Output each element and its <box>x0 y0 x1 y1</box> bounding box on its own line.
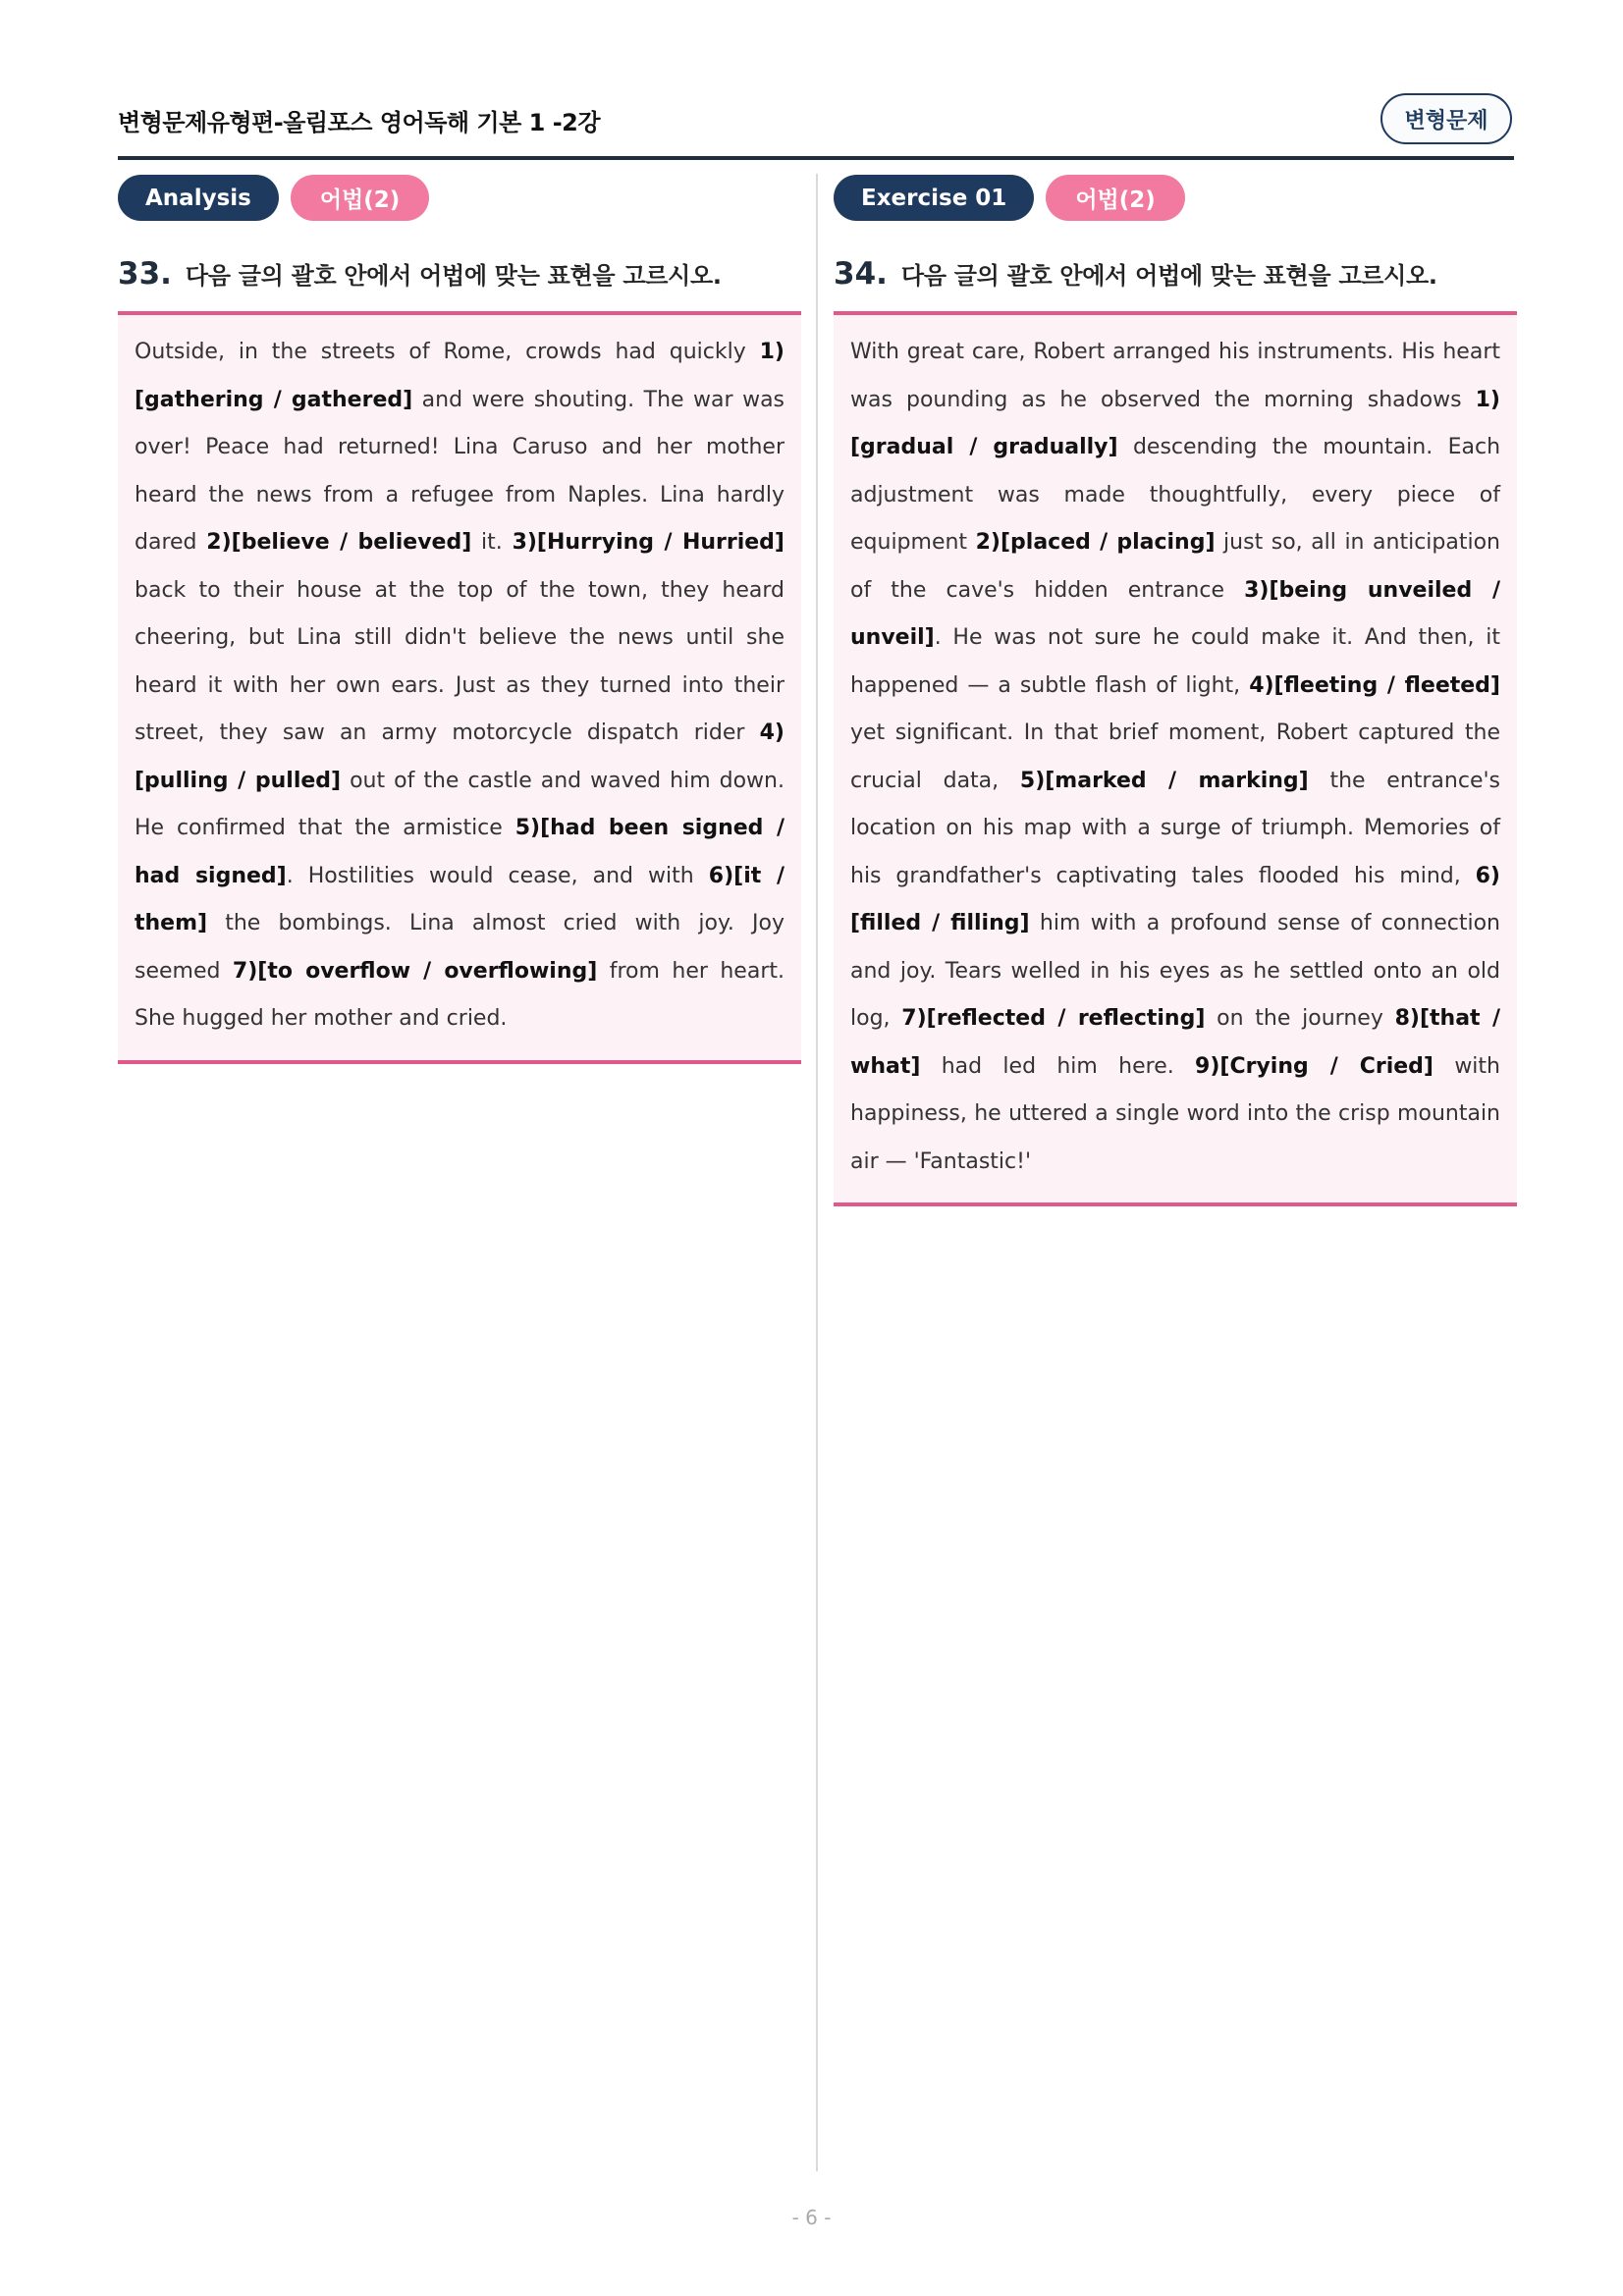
passage-segment: the entrance's location on his map with a surge of triumph. Memories of his grandfather's captivating tales flooded his mind, <box>850 768 1500 888</box>
question-instruction: 다음 글의 괄호 안에서 어법에 맞는 표현을 고르시오. <box>185 262 722 290</box>
answer-choice: 8)[that / what] <box>850 1006 1501 1079</box>
passage-segment: descending the mountain. Each adjustment was made thoughtfully, every piece of equipment <box>850 435 1501 555</box>
answer-choice: 6)[it / them] <box>135 863 784 935</box>
answer-choice: 1)[gradual / gradually] <box>850 387 1500 459</box>
passage-segment: it. <box>471 530 513 555</box>
grammar-tag: 어법(2) <box>1046 175 1184 221</box>
page-title: 변형문제유형편-올림포스 영어독해 기본 1 -2강 <box>118 109 601 136</box>
passage-segment: the bombings. Lina almost cried with joy. Joy seemed <box>135 911 784 984</box>
answer-choice: 4)[fleeting / fleeted] <box>1249 672 1500 698</box>
answer-choice: 2)[believe / believed] <box>206 530 472 555</box>
left-tags <box>118 175 801 221</box>
category-badge: 변형문제 <box>1380 93 1512 144</box>
answer-choice: 2)[placed / placing] <box>975 530 1216 555</box>
answer-choice: 5)[marked / marking] <box>1019 768 1309 793</box>
passage-segment: from her heart. She hugged her mother and cried. <box>135 958 784 1031</box>
answer-choice: 5)[had been signed / had signed] <box>135 816 784 888</box>
page-number: - 6 - <box>791 2206 832 2229</box>
answer-choice: 1)[gathering / gathered] <box>135 340 784 412</box>
right-tags <box>834 175 1517 221</box>
question-number: 34. <box>834 256 888 292</box>
question-number: 33. <box>118 256 172 292</box>
exercise-tag: Exercise 01 <box>834 175 1034 221</box>
passage-segment: just so, all in anticipation of the cave's hidden entrance <box>850 530 1501 603</box>
question-34 <box>834 256 1517 292</box>
answer-choice: 9)[Crying / Cried] <box>1195 1053 1434 1079</box>
passage-segment: Outside, in the streets of Rome, crowds had quickly <box>135 340 760 364</box>
answer-choice: 7)[reflected / reflecting] <box>901 1006 1206 1031</box>
passage-segment: out of the castle and waved him down. He confirmed that the armistice <box>135 768 784 840</box>
passage-segment: . He was not sure he could make it. And then, it happened — a subtle flash of light, <box>850 625 1500 698</box>
passage-segment: had led him here. <box>920 1053 1196 1079</box>
passage-segment: on the journey <box>1205 1006 1395 1031</box>
passage-box <box>834 311 1517 1206</box>
passage-segment: and were shouting. The war was over! Peace had returned! Lina Caruso and her mother heard the news from a refugee from Naples. Lina hardly dared <box>135 387 785 555</box>
left-column <box>118 175 801 1064</box>
grammar-tag: 어법(2) <box>291 175 429 221</box>
answer-choice: 6)[filled / filling] <box>850 863 1500 935</box>
header-divider <box>118 156 1514 160</box>
passage-text <box>135 329 784 1043</box>
passage-text <box>850 329 1500 1186</box>
passage-segment: back to their house at the top of the town, they heard cheering, but Lina still didn't believe the news until she heard it with her own ears. Just as they turned into their street, they saw an army motorcycle dispatch rider <box>135 577 784 745</box>
answer-choice: 7)[to overflow / overflowing] <box>232 958 598 984</box>
right-column <box>834 175 1517 1206</box>
question-instruction: 다음 글의 괄호 안에서 어법에 맞는 표현을 고르시오. <box>900 262 1437 290</box>
passage-box <box>118 311 801 1064</box>
answer-choice: 3)[Hurrying / Hurried] <box>512 530 784 555</box>
answer-choice: 3)[being unveiled / unveil] <box>850 577 1500 650</box>
passage-segment: With great care, Robert arranged his instruments. His heart was pounding as he observed the morning shadows <box>850 340 1500 412</box>
passage-segment: . Hostilities would cease, and with <box>286 863 709 888</box>
question-33 <box>118 256 801 292</box>
passage-segment: him with a profound sense of connection and joy. Tears welled in his eyes as he settled onto an old log, <box>850 911 1500 1031</box>
passage-segment: yet significant. In that brief moment, Robert captured the crucial data, <box>850 721 1500 793</box>
column-divider <box>816 174 818 2171</box>
answer-choice: 4)[pulling / pulled] <box>135 721 784 793</box>
passage-segment: with happiness, he uttered a single word into the crisp mountain air — 'Fantastic!' <box>850 1053 1500 1174</box>
analysis-tag: Analysis <box>118 175 279 221</box>
